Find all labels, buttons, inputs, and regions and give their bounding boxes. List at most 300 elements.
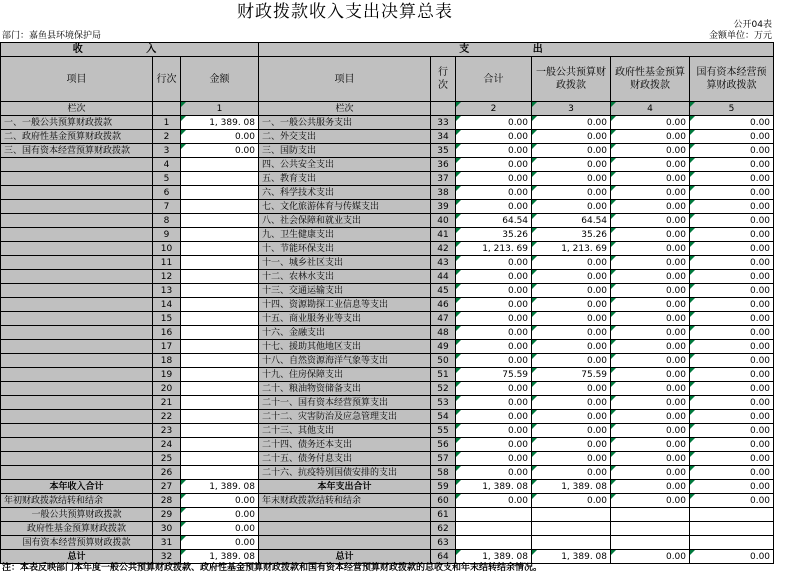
expense-total-cell: 0.00 — [456, 396, 532, 410]
table-row — [1, 130, 774, 144]
income-line-cell: 14 — [153, 298, 181, 312]
gov-fund-cell: 0.00 — [611, 284, 690, 298]
expense-item-cell: 总计 — [259, 550, 431, 564]
income-section-header: 收 入 — [1, 43, 259, 57]
expense-item-cell: 十一、城乡社区支出 — [259, 256, 431, 270]
general-budget-cell: 0.00 — [532, 116, 611, 130]
table-row — [1, 410, 774, 424]
income-amount-cell — [181, 270, 259, 284]
summary-row — [1, 550, 774, 564]
table-row — [1, 284, 774, 298]
expense-line-cell: 50 — [431, 354, 456, 368]
expense-total-cell: 0.00 — [456, 200, 532, 214]
expense-item-cell: 八、社会保障和就业支出 — [259, 214, 431, 228]
general-budget-cell: 0.00 — [532, 424, 611, 438]
general-budget-cell: 0.00 — [532, 158, 611, 172]
income-amount-cell — [181, 256, 259, 270]
gov-fund-cell: 0.00 — [611, 200, 690, 214]
table-row — [1, 396, 774, 410]
expense-line-cell: 61 — [431, 508, 456, 522]
income-amount-cell — [181, 368, 259, 382]
expense-item-cell: 十四、资源勘探工业信息等支出 — [259, 298, 431, 312]
income-line-cell: 19 — [153, 368, 181, 382]
income-item-cell — [1, 214, 153, 228]
state-capital-cell: 0.00 — [690, 270, 774, 284]
expense-line-cell: 40 — [431, 214, 456, 228]
income-line-cell: 21 — [153, 396, 181, 410]
income-item-cell — [1, 424, 153, 438]
gov-fund-cell: 0.00 — [611, 410, 690, 424]
expense-item-cell: 十、节能环保支出 — [259, 242, 431, 256]
income-line-cell: 7 — [153, 200, 181, 214]
income-item-cell — [1, 438, 153, 452]
index-blank-right — [431, 102, 456, 116]
state-capital-cell: 0.00 — [690, 130, 774, 144]
income-amount-cell — [181, 312, 259, 326]
gov-fund-cell: 0.00 — [611, 424, 690, 438]
income-amount-cell — [181, 438, 259, 452]
income-item-cell: 一般公共预算财政拨款 — [1, 508, 153, 522]
header-general-budget: 一般公共预算财政拨款 — [532, 57, 611, 102]
state-capital-cell — [690, 536, 774, 550]
table-row — [1, 452, 774, 466]
gov-fund-cell: 0.00 — [611, 466, 690, 480]
column-header-row — [1, 57, 774, 102]
income-line-cell: 23 — [153, 424, 181, 438]
state-capital-cell: 0.00 — [690, 228, 774, 242]
summary-row — [1, 536, 774, 550]
state-capital-cell: 0.00 — [690, 340, 774, 354]
header-total: 合计 — [456, 57, 532, 102]
general-budget-cell: 0.00 — [532, 186, 611, 200]
index-label-right: 栏次 — [259, 102, 431, 116]
expense-line-cell: 58 — [431, 466, 456, 480]
expense-line-cell: 54 — [431, 410, 456, 424]
gov-fund-cell: 0.00 — [611, 480, 690, 494]
general-budget-cell: 0.00 — [532, 144, 611, 158]
expense-total-cell: 64.54 — [456, 214, 532, 228]
general-budget-cell: 0.00 — [532, 298, 611, 312]
general-budget-cell: 0.00 — [532, 326, 611, 340]
income-item-cell: 国有资本经营预算财政拨款 — [1, 536, 153, 550]
income-line-cell: 31 — [153, 536, 181, 550]
section-header-row — [1, 43, 774, 57]
state-capital-cell: 0.00 — [690, 396, 774, 410]
income-item-cell — [1, 312, 153, 326]
state-capital-cell: 0.00 — [690, 466, 774, 480]
income-amount-cell: 1, 389. 08 — [181, 116, 259, 130]
expense-line-cell: 42 — [431, 242, 456, 256]
expense-line-cell: 34 — [431, 130, 456, 144]
expense-total-cell: 75.59 — [456, 368, 532, 382]
expense-line-cell: 55 — [431, 424, 456, 438]
income-item-cell: 一、一般公共预算财政拨款 — [1, 116, 153, 130]
unit-label: 金额单位：万元 — [708, 31, 772, 41]
income-line-cell: 17 — [153, 340, 181, 354]
expense-line-cell: 35 — [431, 144, 456, 158]
income-amount-cell: 1, 389. 08 — [181, 550, 259, 564]
expense-line-cell: 63 — [431, 536, 456, 550]
expense-total-cell: 0.00 — [456, 340, 532, 354]
gov-fund-cell — [611, 536, 690, 550]
column-index-row — [1, 102, 774, 116]
expense-item-cell: 十六、金融支出 — [259, 326, 431, 340]
income-amount-cell — [181, 452, 259, 466]
expense-line-cell: 60 — [431, 494, 456, 508]
income-amount-cell: 0.00 — [181, 494, 259, 508]
income-item-cell — [1, 340, 153, 354]
expense-line-cell: 64 — [431, 550, 456, 564]
income-line-cell: 5 — [153, 172, 181, 186]
income-line-cell: 6 — [153, 186, 181, 200]
expense-total-cell: 0.00 — [456, 312, 532, 326]
table-row — [1, 214, 774, 228]
expense-line-cell: 43 — [431, 256, 456, 270]
income-line-cell: 20 — [153, 382, 181, 396]
general-budget-cell: 0.00 — [532, 284, 611, 298]
state-capital-cell: 0.00 — [690, 354, 774, 368]
expense-total-cell: 1, 213. 69 — [456, 242, 532, 256]
state-capital-cell: 0.00 — [690, 200, 774, 214]
general-budget-cell: 35.26 — [532, 228, 611, 242]
summary-row — [1, 522, 774, 536]
general-budget-cell: 0.00 — [532, 256, 611, 270]
expense-line-cell: 41 — [431, 228, 456, 242]
general-budget-cell: 0.00 — [532, 452, 611, 466]
gov-fund-cell: 0.00 — [611, 172, 690, 186]
general-budget-cell: 0.00 — [532, 172, 611, 186]
state-capital-cell: 0.00 — [690, 298, 774, 312]
income-line-cell: 12 — [153, 270, 181, 284]
expense-total-cell: 0.00 — [456, 172, 532, 186]
expense-total-cell: 0.00 — [456, 130, 532, 144]
general-budget-cell: 0.00 — [532, 130, 611, 144]
general-budget-cell: 64.54 — [532, 214, 611, 228]
index-col-5: 5 — [690, 102, 774, 116]
expense-total-cell: 1, 389. 08 — [456, 550, 532, 564]
income-line-cell: 32 — [153, 550, 181, 564]
general-budget-cell: 0.00 — [532, 466, 611, 480]
income-item-cell — [1, 298, 153, 312]
expense-item-cell: 五、教育支出 — [259, 172, 431, 186]
income-item-cell — [1, 410, 153, 424]
expense-item-cell: 二十五、债务付息支出 — [259, 452, 431, 466]
state-capital-cell: 0.00 — [690, 116, 774, 130]
income-line-cell: 28 — [153, 494, 181, 508]
general-budget-cell: 0.00 — [532, 354, 611, 368]
table-row — [1, 340, 774, 354]
income-line-cell: 27 — [153, 480, 181, 494]
expense-total-cell: 0.00 — [456, 466, 532, 480]
table-row — [1, 256, 774, 270]
gov-fund-cell: 0.00 — [611, 452, 690, 466]
general-budget-cell — [532, 508, 611, 522]
income-line-cell: 18 — [153, 354, 181, 368]
table-row — [1, 116, 774, 130]
general-budget-cell: 0.00 — [532, 382, 611, 396]
expense-item-cell: 本年支出合计 — [259, 480, 431, 494]
gov-fund-cell: 0.00 — [611, 298, 690, 312]
general-budget-cell: 0.00 — [532, 396, 611, 410]
expense-line-cell: 44 — [431, 270, 456, 284]
income-amount-cell — [181, 214, 259, 228]
gov-fund-cell — [611, 508, 690, 522]
expense-total-cell — [456, 508, 532, 522]
expense-line-cell: 46 — [431, 298, 456, 312]
expense-item-cell: 二十、粮油物资储备支出 — [259, 382, 431, 396]
index-col-1: 1 — [181, 102, 259, 116]
expense-total-cell: 0.00 — [456, 438, 532, 452]
expense-total-cell: 0.00 — [456, 452, 532, 466]
table-row — [1, 172, 774, 186]
income-amount-cell — [181, 172, 259, 186]
expense-total-cell: 0.00 — [456, 256, 532, 270]
gov-fund-cell: 0.00 — [611, 550, 690, 564]
expense-item-cell — [259, 522, 431, 536]
state-capital-cell: 0.00 — [690, 256, 774, 270]
gov-fund-cell: 0.00 — [611, 214, 690, 228]
income-line-cell: 11 — [153, 256, 181, 270]
expense-total-cell: 1, 389. 08 — [456, 480, 532, 494]
header-state-capital: 国有资本经营预算财政拨款 — [690, 57, 774, 102]
table-row — [1, 354, 774, 368]
header-item-expense: 项目 — [259, 57, 431, 102]
state-capital-cell — [690, 522, 774, 536]
expense-item-cell: 十五、商业服务业等支出 — [259, 312, 431, 326]
income-amount-cell — [181, 284, 259, 298]
table-row — [1, 368, 774, 382]
state-capital-cell: 0.00 — [690, 144, 774, 158]
state-capital-cell: 0.00 — [690, 186, 774, 200]
table-row — [1, 298, 774, 312]
income-amount-cell — [181, 382, 259, 396]
general-budget-cell: 75.59 — [532, 368, 611, 382]
state-capital-cell: 0.00 — [690, 214, 774, 228]
state-capital-cell: 0.00 — [690, 312, 774, 326]
income-line-cell: 8 — [153, 214, 181, 228]
expense-line-cell: 59 — [431, 480, 456, 494]
income-amount-cell — [181, 424, 259, 438]
expense-item-cell: 二十六、抗疫特别国债安排的支出 — [259, 466, 431, 480]
gov-fund-cell: 0.00 — [611, 256, 690, 270]
income-line-cell: 22 — [153, 410, 181, 424]
table-row — [1, 144, 774, 158]
expense-item-cell: 年末财政拨款结转和结余 — [259, 494, 431, 508]
general-budget-cell: 0.00 — [532, 410, 611, 424]
income-item-cell — [1, 354, 153, 368]
expense-line-cell: 51 — [431, 368, 456, 382]
income-item-cell: 二、政府性基金预算财政拨款 — [1, 130, 153, 144]
expense-item-cell: 三、国防支出 — [259, 144, 431, 158]
income-amount-cell: 1, 389. 08 — [181, 480, 259, 494]
general-budget-cell: 0.00 — [532, 312, 611, 326]
gov-fund-cell: 0.00 — [611, 144, 690, 158]
table-row — [1, 158, 774, 172]
income-item-cell — [1, 326, 153, 340]
income-amount-cell — [181, 410, 259, 424]
income-line-cell: 9 — [153, 228, 181, 242]
expense-item-cell: 六、科学技术支出 — [259, 186, 431, 200]
income-amount-cell — [181, 326, 259, 340]
header-line-expense: 行次 — [431, 57, 456, 102]
index-blank — [153, 102, 181, 116]
state-capital-cell: 0.00 — [690, 158, 774, 172]
expense-line-cell: 37 — [431, 172, 456, 186]
expense-item-cell: 二、外交支出 — [259, 130, 431, 144]
budget-summary-table — [0, 42, 774, 564]
income-line-cell: 1 — [153, 116, 181, 130]
state-capital-cell: 0.00 — [690, 172, 774, 186]
expense-item-cell — [259, 536, 431, 550]
income-item-cell — [1, 382, 153, 396]
expense-total-cell: 0.00 — [456, 382, 532, 396]
expense-line-cell: 47 — [431, 312, 456, 326]
general-budget-cell: 0.00 — [532, 494, 611, 508]
income-line-cell: 24 — [153, 438, 181, 452]
income-line-cell: 2 — [153, 130, 181, 144]
expense-line-cell: 57 — [431, 452, 456, 466]
income-item-cell — [1, 452, 153, 466]
gov-fund-cell: 0.00 — [611, 270, 690, 284]
expense-total-cell: 0.00 — [456, 494, 532, 508]
income-amount-cell — [181, 466, 259, 480]
state-capital-cell: 0.00 — [690, 284, 774, 298]
expense-line-cell: 52 — [431, 382, 456, 396]
expense-item-cell: 四、公共安全支出 — [259, 158, 431, 172]
general-budget-cell — [532, 536, 611, 550]
gov-fund-cell: 0.00 — [611, 116, 690, 130]
general-budget-cell: 1, 389. 08 — [532, 550, 611, 564]
table-row — [1, 270, 774, 284]
expense-total-cell: 0.00 — [456, 158, 532, 172]
income-item-cell — [1, 368, 153, 382]
income-item-cell — [1, 186, 153, 200]
table-row — [1, 382, 774, 396]
summary-row — [1, 494, 774, 508]
expense-item-cell: 十三、交通运输支出 — [259, 284, 431, 298]
expense-total-cell: 0.00 — [456, 144, 532, 158]
expense-item-cell: 十八、自然资源海洋气象等支出 — [259, 354, 431, 368]
income-item-cell — [1, 256, 153, 270]
expense-item-cell: 七、文化旅游体育与传媒支出 — [259, 200, 431, 214]
income-item-cell: 本年收入合计 — [1, 480, 153, 494]
summary-row — [1, 508, 774, 522]
index-label-left: 栏次 — [1, 102, 153, 116]
gov-fund-cell: 0.00 — [611, 326, 690, 340]
income-amount-cell: 0.00 — [181, 508, 259, 522]
general-budget-cell: 0.00 — [532, 270, 611, 284]
expense-line-cell: 39 — [431, 200, 456, 214]
expense-total-cell: 0.00 — [456, 284, 532, 298]
income-line-cell: 3 — [153, 144, 181, 158]
income-amount-cell — [181, 186, 259, 200]
income-line-cell: 30 — [153, 522, 181, 536]
expense-total-cell: 0.00 — [456, 410, 532, 424]
table-row — [1, 466, 774, 480]
expense-item-cell: 二十三、其他支出 — [259, 424, 431, 438]
expense-section-header: 支 出 — [259, 43, 774, 57]
state-capital-cell: 0.00 — [690, 326, 774, 340]
income-line-cell: 15 — [153, 312, 181, 326]
state-capital-cell: 0.00 — [690, 368, 774, 382]
income-line-cell: 13 — [153, 284, 181, 298]
expense-total-cell: 35.26 — [456, 228, 532, 242]
index-col-3: 3 — [532, 102, 611, 116]
income-item-cell — [1, 228, 153, 242]
income-amount-cell — [181, 242, 259, 256]
income-amount-cell — [181, 396, 259, 410]
table-row — [1, 200, 774, 214]
gov-fund-cell: 0.00 — [611, 228, 690, 242]
gov-fund-cell: 0.00 — [611, 130, 690, 144]
income-line-cell: 25 — [153, 452, 181, 466]
expense-line-cell: 56 — [431, 438, 456, 452]
expense-total-cell: 0.00 — [456, 270, 532, 284]
income-amount-cell: 0.00 — [181, 536, 259, 550]
expense-line-cell: 45 — [431, 284, 456, 298]
income-line-cell: 10 — [153, 242, 181, 256]
income-item-cell — [1, 158, 153, 172]
table-row — [1, 228, 774, 242]
gov-fund-cell: 0.00 — [611, 242, 690, 256]
expense-total-cell: 0.00 — [456, 424, 532, 438]
income-amount-cell — [181, 340, 259, 354]
table-row — [1, 326, 774, 340]
expense-total-cell: 0.00 — [456, 116, 532, 130]
expense-item-cell: 九、卫生健康支出 — [259, 228, 431, 242]
expense-item-cell: 二十四、债务还本支出 — [259, 438, 431, 452]
header-line: 行次 — [153, 57, 181, 102]
expense-item-cell: 一、一般公共服务支出 — [259, 116, 431, 130]
expense-line-cell: 36 — [431, 158, 456, 172]
expense-item-cell: 十二、农林水支出 — [259, 270, 431, 284]
header-item: 项目 — [1, 57, 153, 102]
expense-total-cell: 0.00 — [456, 298, 532, 312]
income-amount-cell: 0.00 — [181, 144, 259, 158]
income-item-cell — [1, 200, 153, 214]
department-label: 部门：嘉鱼县环境保护局 — [2, 31, 102, 41]
expense-total-cell: 0.00 — [456, 186, 532, 200]
expense-item-cell: 十七、援助其他地区支出 — [259, 340, 431, 354]
gov-fund-cell: 0.00 — [611, 382, 690, 396]
general-budget-cell: 1, 213. 69 — [532, 242, 611, 256]
gov-fund-cell: 0.00 — [611, 186, 690, 200]
gov-fund-cell: 0.00 — [611, 396, 690, 410]
expense-total-cell: 0.00 — [456, 354, 532, 368]
income-amount-cell: 0.00 — [181, 522, 259, 536]
expense-line-cell: 49 — [431, 340, 456, 354]
income-item-cell: 年初财政拨款结转和结余 — [1, 494, 153, 508]
state-capital-cell: 0.00 — [690, 382, 774, 396]
gov-fund-cell: 0.00 — [611, 354, 690, 368]
expense-line-cell: 38 — [431, 186, 456, 200]
income-amount-cell — [181, 298, 259, 312]
table-row — [1, 312, 774, 326]
expense-total-cell: 0.00 — [456, 326, 532, 340]
expense-item-cell: 十九、住房保障支出 — [259, 368, 431, 382]
form-code: 公开04表 — [733, 20, 772, 30]
income-item-cell: 总计 — [1, 550, 153, 564]
gov-fund-cell: 0.00 — [611, 158, 690, 172]
state-capital-cell — [690, 508, 774, 522]
state-capital-cell: 0.00 — [690, 242, 774, 256]
gov-fund-cell: 0.00 — [611, 368, 690, 382]
income-item-cell: 政府性基金预算财政拨款 — [1, 522, 153, 536]
general-budget-cell: 0.00 — [532, 438, 611, 452]
expense-item-cell: 二十一、国有资本经营预算支出 — [259, 396, 431, 410]
general-budget-cell: 0.00 — [532, 340, 611, 354]
header-gov-fund: 政府性基金预算财政拨款 — [611, 57, 690, 102]
